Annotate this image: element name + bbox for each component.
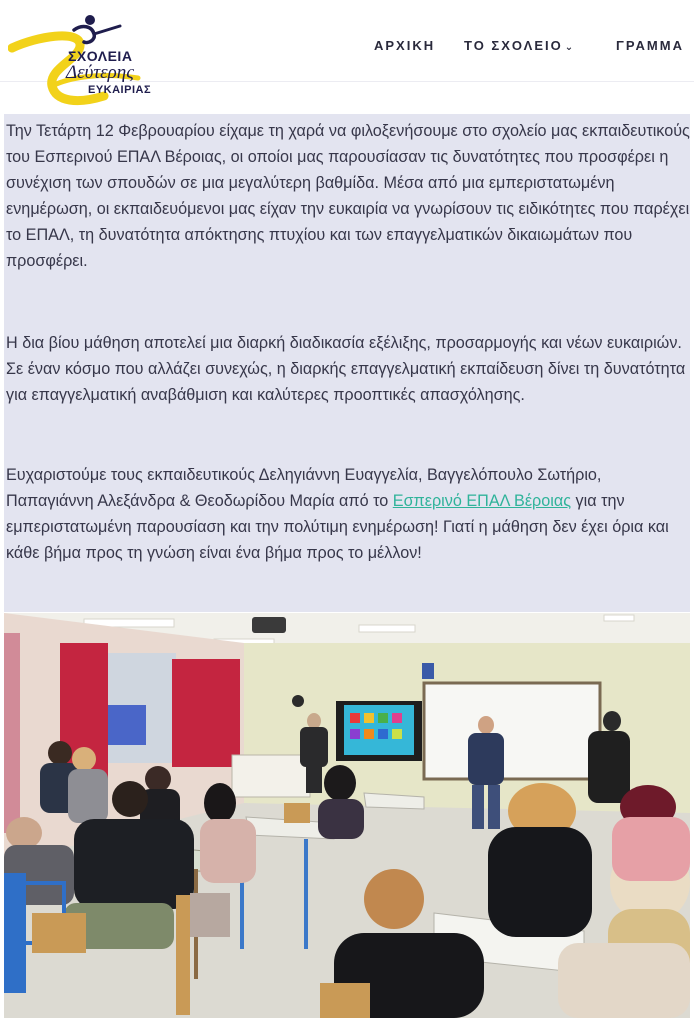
main-nav xyxy=(0,38,694,58)
classroom-photo-illustration xyxy=(4,613,690,1018)
logo-line3: ΕΥΚΑΙΡΙΑΣ xyxy=(88,84,152,96)
logo-line1: ΣΧΟΛΕΙΑ xyxy=(68,48,133,64)
epal-veroias-link[interactable]: Εσπερινό ΕΠΑΛ Βέροιας xyxy=(392,492,572,510)
nav-item-home[interactable]: ΑΡΧΙΚΗ xyxy=(374,38,436,53)
article-paragraph-3 xyxy=(6,462,690,566)
paragraph-3-start: Ευχαριστούμε τους εκπαιδευτικούς Δεληγιάννη Ευαγγελία, Βαγγελόπουλο Σωτήριο, Παπαγιάννη Αλεξάνδρα & Θεοδωρίδου Μαρία από το xyxy=(6,466,602,510)
paragraph-3-end: για την εμπεριστατωμένη παρουσίαση και την πολύτιμη ενημέρωση! Γιατί η μάθηση δεν έχει όρια και κάθε βήμα προς τη γνώση είναι ένα βήμα προς το μέλλον! xyxy=(6,492,669,562)
chevron-down-icon: ⌄ xyxy=(564,42,574,53)
article-paragraph-2: Η δια βίου μάθηση αποτελεί μια διαρκή διαδικασία εξέλιξης, προσαρμογής και νέων ευκαιριών. Σε έναν κόσμο που αλλάζει συνεχώς, η διαρκής επαγγελματική εκπαίδευση δίνει τη δυνατότητα για επαγγελματική αναβάθμιση και καλύτερες προοπτικές απασχόλησης. xyxy=(6,334,686,404)
logo-line2: Δεύτερης xyxy=(66,62,134,83)
classroom-photo xyxy=(4,613,690,1018)
site-header xyxy=(0,0,694,96)
nav-item-gram[interactable]: ΓΡΑΜΜΑ xyxy=(616,38,684,53)
nav-item-school[interactable] xyxy=(464,38,573,53)
nav-item-school-label: ΤΟ ΣΧΟΛΕΙΟ xyxy=(464,38,563,53)
article-paragraph-1: Την Τετάρτη 12 Φεβρουαρίου είχαμε τη χαρά να φιλοξενήσουμε στο σχολείο μας εκπαιδευτικούς του Εσπερινού ΕΠΑΛ Βέροιας, οι οποίοι μας παρουσίασαν τις δυνατότητες που προσφέρει η συνέχιση των σπουδών σε μια μεγαλύτερη βαθμίδα. Μέσα από μια εμπεριστατωμένη ενημέρωση, οι εκπαιδευόμενοι μας είχαν την ευκαιρία να γνωρίσουν τις ειδικότητες που παρέχει το ΕΠΑΛ, τη δυνατότητα απόκτησης πτυχίου και των επαγγελματικών δικαιωμάτων που προσφέρει. xyxy=(6,122,690,270)
site-logo[interactable] xyxy=(8,8,168,108)
article-text-panel xyxy=(4,114,690,612)
